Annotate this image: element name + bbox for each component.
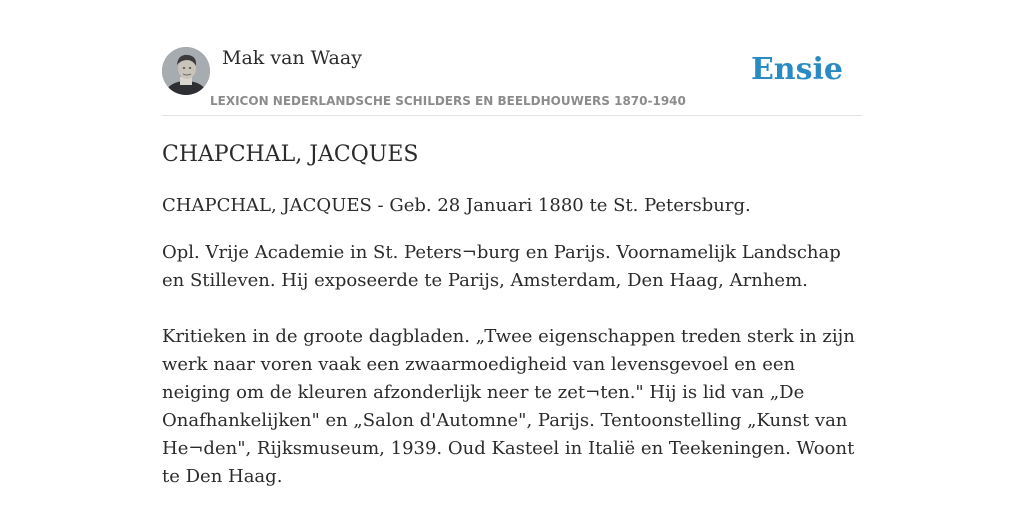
article-paragraph: Kritieken in de groote dagbladen. „Twee eigenschappen treden sterk in zijn werk naar voren vaak een zwaarmoedigheid van levensgevoel en een neiging om de kleuren afzonderlijk neer te zet¬ten." Hij is lid van „De Onafhankelijken" en „Salon d'Automne", Parijs. Tentoonstelling „Kunst van He¬den", Rijksmuseum, 1939. Oud Kasteel in Italië en Teekeningen. Woont te Den Haag.	[162, 326, 855, 487]
portrait-icon	[162, 47, 210, 95]
article-paragraph: CHAPCHAL, JACQUES - Geb. 28 Januari 1880 te St. Petersburg.	[162, 195, 751, 216]
article-paragraph: Opl. Vrije Academie in St. Peters¬burg en Parijs. Voornamelijk Landschap en Stilleven. Hij exposeerde te Parijs, Amsterdam, Den Haag, Arnhem.	[162, 242, 841, 291]
article-body	[162, 192, 867, 491]
publication-subtitle[interactable]: LEXICON NEDERLANDSCHE SCHILDERS EN BEELDHOUWERS 1870-1940	[210, 94, 686, 108]
ensie-logo[interactable]: Ensie	[750, 52, 843, 87]
author-name[interactable]: Mak van Waay	[222, 47, 362, 69]
page-title: CHAPCHAL, JACQUES	[162, 142, 419, 167]
author-avatar[interactable]	[162, 47, 210, 95]
header-divider	[162, 115, 862, 116]
